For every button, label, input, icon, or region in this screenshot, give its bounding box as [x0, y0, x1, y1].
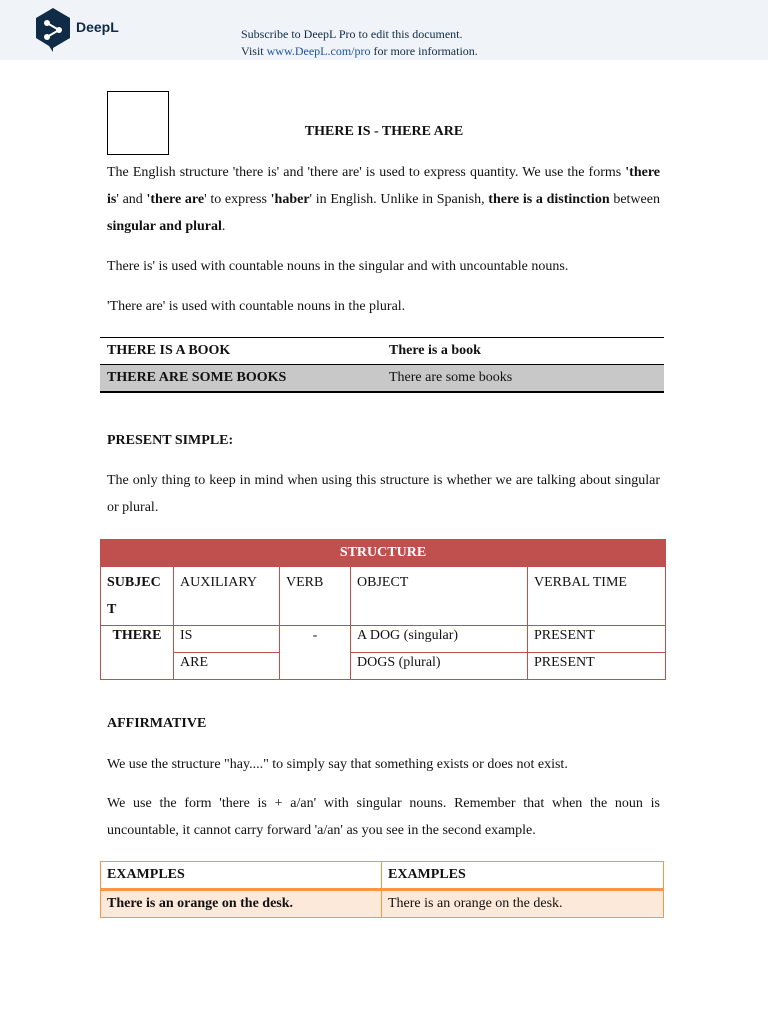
table-cell: DOGS (plural): [351, 653, 528, 680]
structure-table: [100, 539, 666, 680]
intro-bold: singular and plural: [107, 219, 222, 234]
intro-paragraph: [107, 159, 660, 240]
visit-prefix: Visit: [241, 44, 267, 58]
column-header-verbal-time: VERBAL TIME: [528, 567, 666, 626]
table-cell: There is a book: [382, 338, 664, 365]
subscribe-notice: [241, 26, 478, 60]
deepl-banner: [0, 0, 768, 60]
intro-text: The English structure 'there is' and 'there are' is used to express quantity. We use the forms: [107, 165, 626, 180]
subscribe-line: Subscribe to DeepL Pro to edit this document.: [241, 27, 463, 41]
table-cell: There is an orange on the desk.: [382, 890, 664, 918]
there-are-usage-paragraph: 'There are' is used with countable nouns in the plural.: [107, 299, 406, 314]
examples-table: [100, 861, 664, 918]
intro-bold: there is a distinction: [488, 192, 610, 207]
table-cell: ARE: [174, 653, 280, 680]
table-cell: There is an orange on the desk.: [101, 890, 382, 918]
affirmative-heading: AFFIRMATIVE: [107, 716, 207, 731]
affirmative-paragraph-1: We use the structure "hay...." to simply say that something exists or does not exist.: [107, 757, 568, 772]
table-row: [100, 365, 664, 393]
table-cell: PRESENT: [528, 626, 666, 653]
column-header-object: OBJECT: [351, 567, 528, 626]
visit-line: [241, 43, 478, 60]
intro-text: .: [221, 219, 226, 234]
table-cell: THERE: [101, 626, 174, 680]
column-header-examples: EXAMPLES: [382, 862, 664, 890]
visit-suffix: for more information.: [370, 44, 478, 58]
intro-bold: 'there are: [146, 192, 205, 207]
there-is-are-table: [100, 337, 664, 393]
structure-header: STRUCTURE: [101, 540, 666, 567]
intro-text: ' and: [116, 192, 147, 207]
column-header-verb: VERB: [280, 567, 351, 626]
column-header-examples: EXAMPLES: [101, 862, 382, 890]
table-cell: THERE IS A BOOK: [100, 338, 382, 365]
table-cell: IS: [174, 626, 280, 653]
table-row: [101, 862, 664, 890]
affirmative-paragraph-2: We use the form 'there is + a/an' with singular nouns. Remember that when the noun is uncountable, it cannot carry forward 'a/an' as you see in the second example.: [107, 796, 660, 838]
deepl-pro-link[interactable]: www.DeepL.com/pro: [266, 44, 371, 58]
table-row: [101, 653, 666, 680]
intro-text: between: [609, 192, 660, 207]
column-header-auxiliary: AUXILIARY: [174, 567, 280, 626]
document-title: THERE IS - THERE ARE: [304, 124, 464, 139]
image-placeholder: [107, 91, 169, 155]
table-cell: There are some books: [382, 365, 664, 393]
table-row: [101, 626, 666, 653]
intro-text: ' in English. Unlike in Spanish,: [309, 192, 489, 207]
deepl-brand-name: DeepL: [76, 19, 119, 35]
table-row: [100, 338, 664, 365]
intro-bold: 'there is: [107, 165, 660, 207]
column-header-subject: SUBJECT: [101, 567, 174, 626]
deepl-logo-icon: [33, 6, 73, 54]
table-cell: -: [280, 626, 351, 680]
table-row: [101, 540, 666, 567]
intro-text: ' to express: [204, 192, 271, 207]
table-cell: THERE ARE SOME BOOKS: [100, 365, 382, 393]
table-cell: A DOG (singular): [351, 626, 528, 653]
table-row: [101, 567, 666, 626]
intro-bold: 'haber: [270, 192, 310, 207]
present-simple-heading: PRESENT SIMPLE:: [107, 433, 234, 448]
there-is-usage-paragraph: There is' is used with countable nouns in the singular and with uncountable nouns.: [107, 259, 569, 274]
table-row: [101, 890, 664, 918]
table-cell: PRESENT: [528, 653, 666, 680]
present-simple-paragraph: The only thing to keep in mind when using this structure is whether we are talking about singular or plural.: [107, 473, 660, 515]
